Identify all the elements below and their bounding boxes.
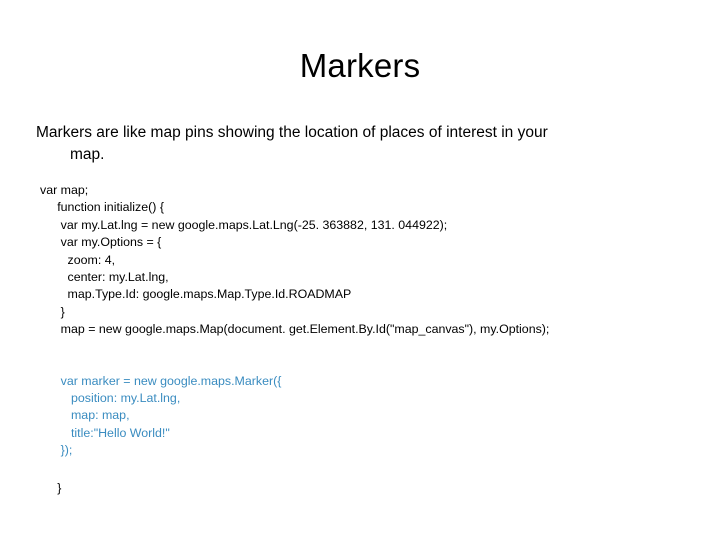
code-line <box>40 356 700 373</box>
code-line: } <box>40 480 62 495</box>
code-line: function initialize() { <box>40 200 164 215</box>
page-title: Markers <box>299 47 421 84</box>
code-line: zoom: 4, <box>40 252 116 267</box>
paragraph-line-1: Markers are like map pins showing the location of places of interest in your <box>36 124 548 141</box>
code-line: } <box>40 304 65 319</box>
body-paragraph <box>36 122 684 166</box>
code-snippet <box>40 182 700 497</box>
code-line: title:"Hello World!" <box>40 425 170 440</box>
code-line: position: my.Lat.lng, <box>40 391 181 406</box>
code-line: var marker = new google.maps.Marker({ <box>40 373 282 388</box>
code-line: center: my.Lat.lng, <box>40 270 169 285</box>
code-line <box>40 460 700 480</box>
code-line <box>40 339 700 356</box>
code-line: var map; <box>40 183 89 197</box>
code-line: map: map, <box>40 408 130 423</box>
code-line: var my.Lat.lng = new google.maps.Lat.Lng(-25. 363882, 131. 044922); <box>40 217 448 232</box>
code-line: }); <box>40 443 73 458</box>
paragraph-line-2: map. <box>70 146 105 163</box>
code-line: map = new google.maps.Map(document. get.Element.By.Id("map_canvas"), my.Options); <box>40 322 550 337</box>
code-line: var my.Options = { <box>40 235 162 250</box>
code-line: map.Type.Id: google.maps.Map.Type.Id.ROADMAP <box>40 287 352 302</box>
